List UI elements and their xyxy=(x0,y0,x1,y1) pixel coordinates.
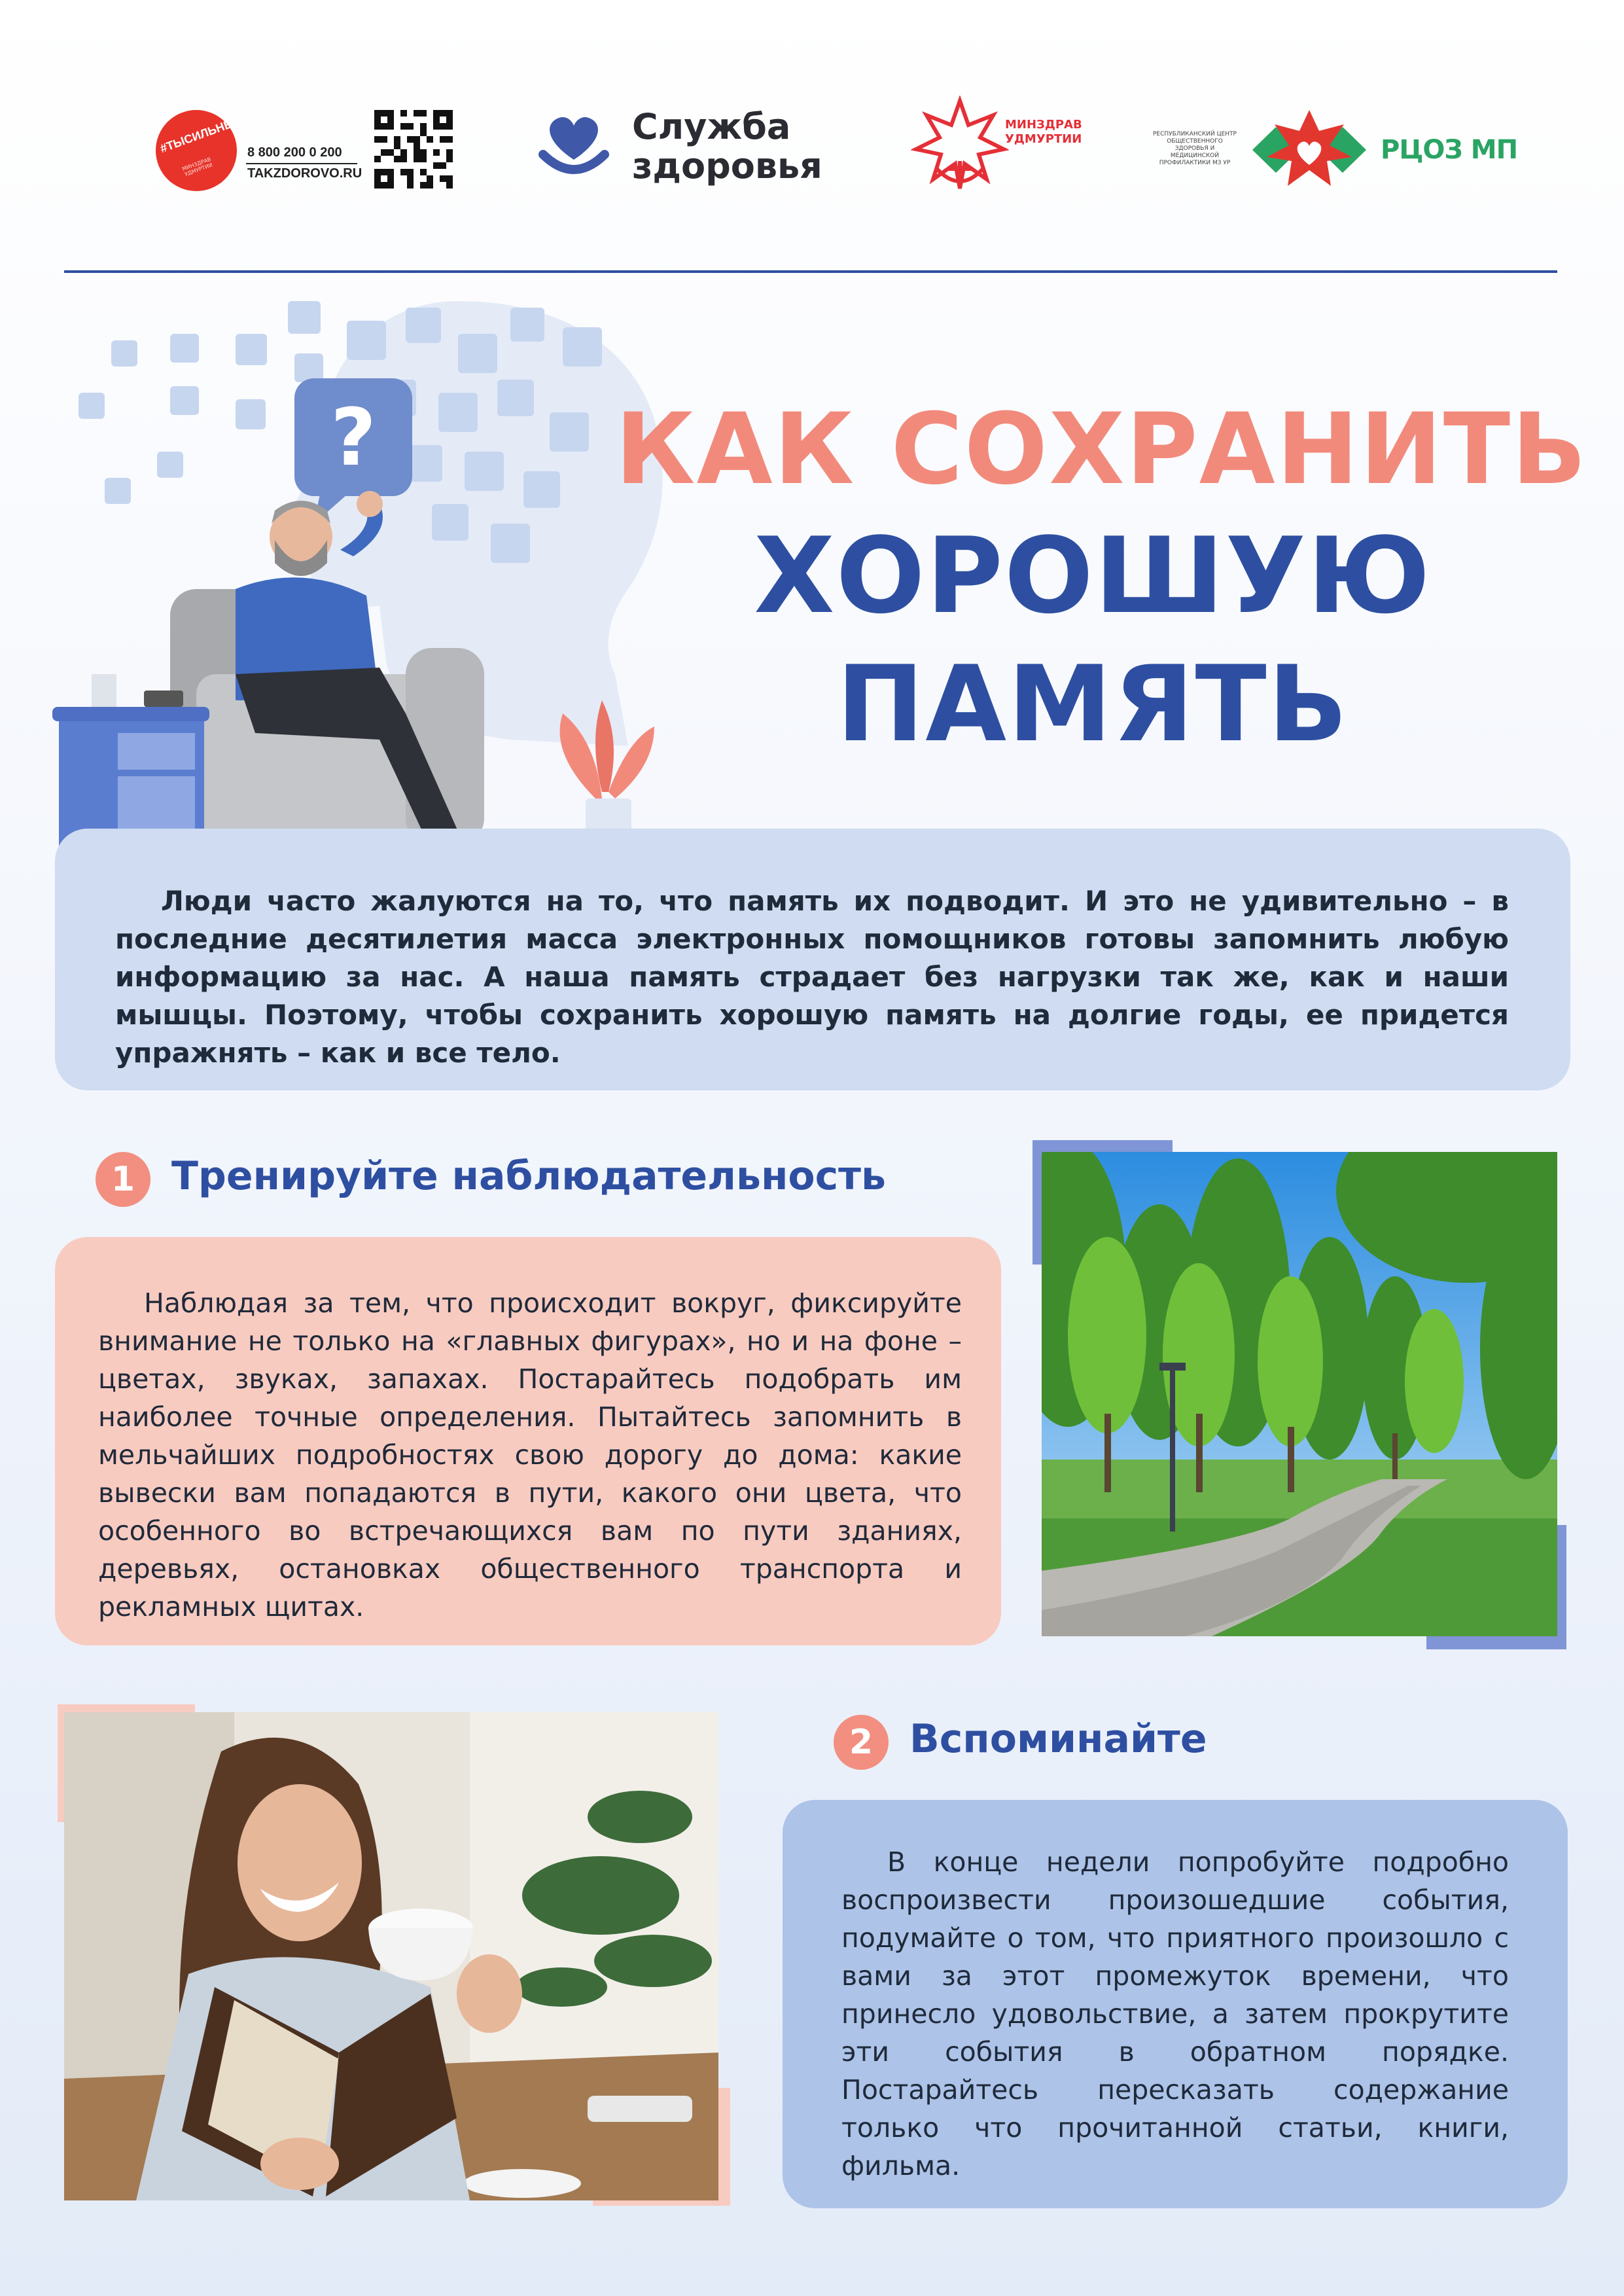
tysilnee-logo-small: МИНЗДРАВ УДМУРТИИ xyxy=(181,156,214,178)
hotline-divider xyxy=(246,163,357,164)
woman-reading-photo xyxy=(64,1712,718,2200)
title-line2: ХОРОШУЮ xyxy=(754,514,1432,637)
forgetful-man-illustration xyxy=(39,281,667,857)
park-photo xyxy=(1042,1152,1557,1636)
title-line3: ПАМЯТЬ xyxy=(836,643,1349,765)
rcz-emblem-icon xyxy=(1239,105,1379,195)
section2-text: В конце недели попробуйте подробно воспроизвести произошедшие события, подумайте о том, что приятного произошло с вами за этот промежуток времени, что принесло удовольствие, а затем прокрутите эти события в обратном порядке. Постарайтесь пересказать содержание только что прочитанной статьи, книги, фильма. xyxy=(841,1846,1509,2181)
rcz-abbr: РЦОЗ МП xyxy=(1381,135,1518,165)
section2-title: Вспоминайте xyxy=(909,1716,1207,1762)
minzdrav-emblem-icon xyxy=(911,96,1009,200)
qr-code-icon xyxy=(374,109,453,190)
service-title-line1: Служба xyxy=(632,106,791,147)
hotline-site: TAKZDOROVO.RU xyxy=(247,166,362,181)
minzdrav-label-line1: МИНЗДРАВ xyxy=(1005,118,1082,132)
svg-text:?: ? xyxy=(330,393,376,484)
intro-text: Люди часто жалуются на то, что память их подводит. И это не удивительно – в последние десятилетия масса электронных помощников готовы запомнить любую информацию за нас. А наша память страдает без нагрузки так же, как и наши мышцы. Поэтому, чтобы сохранить хорошую память на долгие годы, ее придется упражнять – как и все тело. xyxy=(115,885,1509,1069)
heart-icon xyxy=(538,106,610,187)
section2-number-badge: 2 xyxy=(834,1715,889,1770)
hotline-phone: 8 800 200 0 200 xyxy=(247,145,342,160)
rcz-description: РЕСПУБЛИКАНСКИЙ ЦЕНТР ОБЩЕСТВЕННОГО ЗДОРОВЬЯ И МЕДИЦИНСКОЙ ПРОФИЛАКТИКИ МЗ УР xyxy=(1152,131,1237,166)
section1-text: Наблюдая за тем, что происходит вокруг, фиксируйте внимание не только на «главных фигурах», но и на фоне – цветах, звуках, запахах. Постарайтесь подобрать им наиболее точные определения. Пытайтесь запомнить в мельчайших подробностях свою дорогу до дома: какие вывески вам попадаются в пути, какого они цвета, что особенного во встречающихся вам по пути зданиях, деревьях, остановках общественного транспорта и рекламных щитах. xyxy=(98,1287,962,1623)
title-line1: КАК СОХРАНИТЬ xyxy=(615,393,1588,507)
section1-number-badge: 1 xyxy=(96,1152,150,1207)
tysilnee-logo xyxy=(156,110,241,191)
service-title-line2: здоровья xyxy=(632,145,822,187)
section1-title: Тренируйте наблюдательность xyxy=(171,1153,886,1199)
minzdrav-label-line2: УДМУРТИИ xyxy=(1005,132,1082,146)
tysilnee-logo-text: #ТЫСИЛЬНЕЕ xyxy=(158,114,241,156)
header-divider xyxy=(64,270,1557,273)
